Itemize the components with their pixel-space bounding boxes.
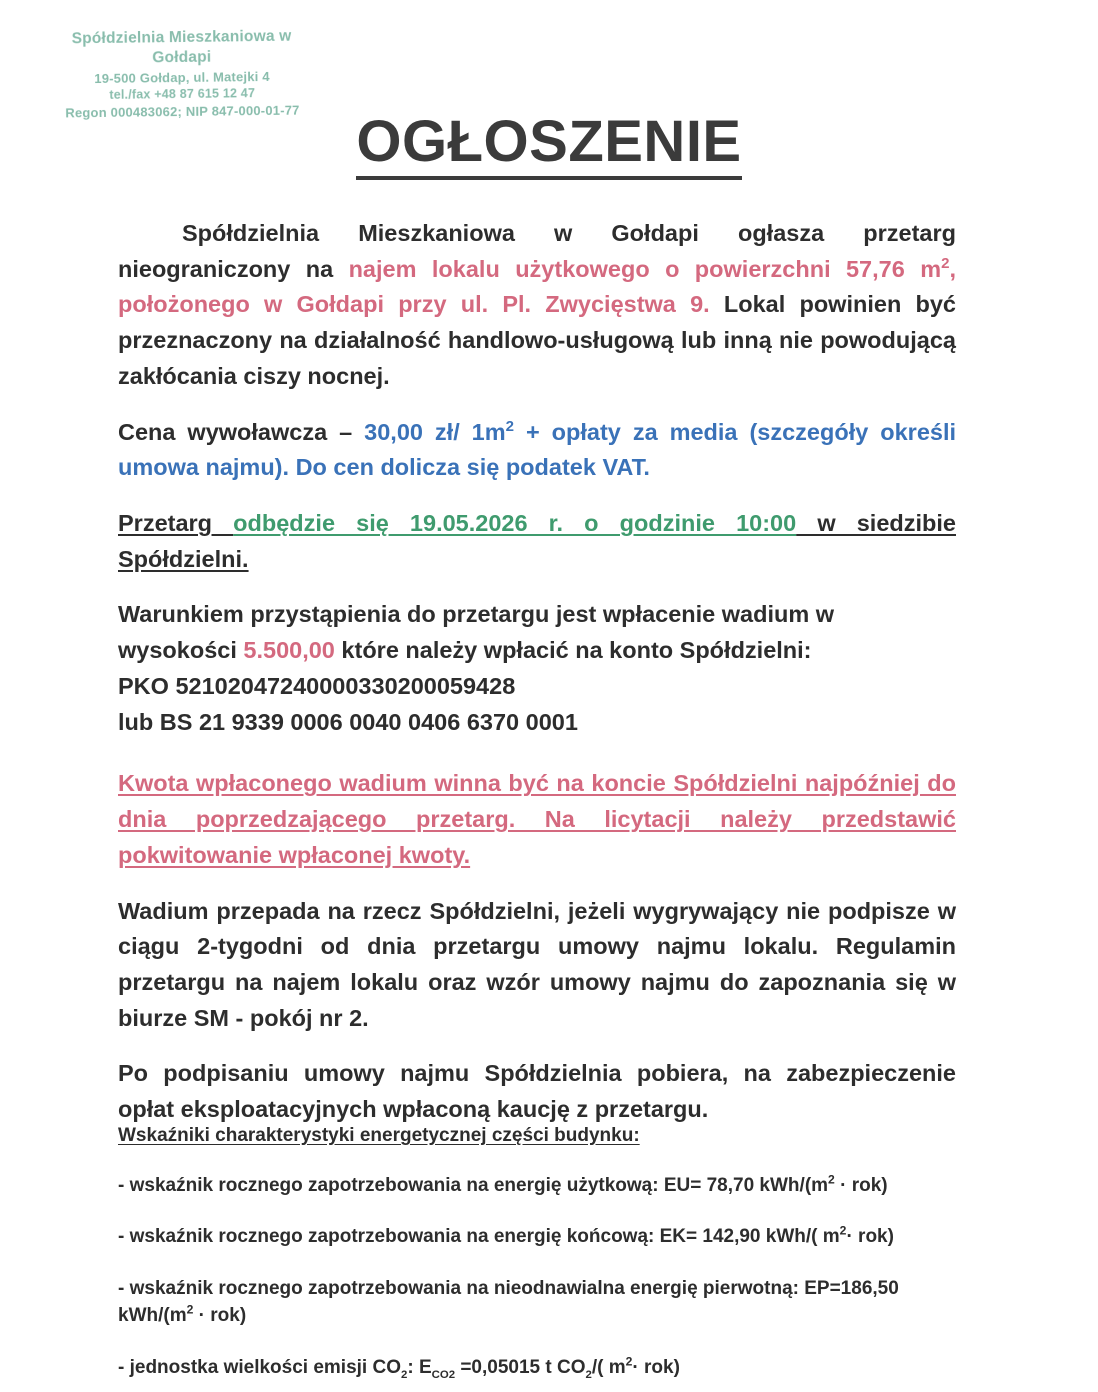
co2-text-c: =0,05015 t CO xyxy=(455,1356,586,1378)
document-body xyxy=(118,216,956,1148)
paragraph-wadium xyxy=(118,597,956,668)
page-title-text: OGŁOSZENIE xyxy=(356,112,741,180)
paragraph-auction-date xyxy=(118,506,956,577)
co2-text-b: : E xyxy=(407,1356,432,1378)
energy-ep-text-b: · rok) xyxy=(193,1305,247,1327)
stamp-line-address: 19-500 Gołdap, ul. Matejki 4 xyxy=(94,68,270,86)
paragraph-deadline: Kwota wpłaconego wadium winna być na koncie Spółdzielni najpóźniej do dnia poprzedzającego przetarg. Na licytacji należy przedstawić pokwitowanie wpłaconej kwoty. xyxy=(118,770,956,868)
co2-text-d: /( m xyxy=(591,1356,626,1378)
co2-text-a: - jednostka wielkości emisji CO xyxy=(118,1356,401,1378)
energy-ek-text-b: · rok) xyxy=(846,1226,894,1248)
stamp-line-name: Spółdzielnia Mieszkaniowa w Gołdapi xyxy=(71,27,292,67)
energy-ep-text-a: - wskaźnik rocznego zapotrzebowania na nieodnawialna energię pierwotną: EP=186,50 kWh/(m xyxy=(118,1277,899,1327)
auction-part1: Przetarg xyxy=(118,510,234,537)
intro-highlight-b: , położonego w Gołdapi przy ul. Pl. Zwycięstwa 9. xyxy=(118,255,956,318)
stamp-line-phone: tel./fax +48 87 615 12 47 xyxy=(109,86,256,102)
price-label: Cena wywoławcza – xyxy=(118,418,365,445)
paragraph-intro xyxy=(118,216,956,395)
stamp-line-regon-nip: Regon 000483062; NIP 847-000-01-77 xyxy=(65,102,300,120)
wadium-part1: Warunkiem przystąpienia do przetargu jest wpłacenie wadium w wysokości xyxy=(118,601,835,664)
auction-part2: w siedzibie Spółdzielni. xyxy=(118,510,956,572)
energy-heading: Wskaźniki charakterystyki energetycznej części budynku: xyxy=(118,1125,640,1146)
bank-account-pko: PKO 52102047240000330200059428 xyxy=(118,672,516,699)
paragraph-price xyxy=(118,415,956,486)
paragraph-forfeit: Wadium przepada na rzecz Spółdzielni, jeżeli wygrywający nie podpisze w ciągu 2-tygodni od dnia przetargu umowy najmu lokalu. Regulamin przetargu na najem lokalu oraz wzór umowy najmu do zapoznania się w biurze SM - pokój nr 2. xyxy=(118,897,956,1031)
energy-item-eu xyxy=(118,1172,968,1200)
co2-sub-2: CO2 xyxy=(431,1368,456,1381)
organization-stamp xyxy=(51,26,312,121)
energy-ek-text-a: - wskaźnik rocznego zapotrzebowania na energię końcową: EK= 142,90 kWh/( m xyxy=(118,1226,840,1248)
energy-eu-text-a: - wskaźnik rocznego zapotrzebowania na energię użytkową: EU= 78,70 kWh/(m xyxy=(118,1174,829,1196)
energy-eu-text-b: · rok) xyxy=(834,1174,888,1196)
price-value-b: + opłaty za media (szczegóły określi umowa najmu). Do cen dolicza się podatek VAT. xyxy=(118,418,957,481)
energy-ek-superscript: 2 xyxy=(839,1223,847,1238)
auction-datetime: odbędzie się 19.05.2026 r. o godzinie 10:00 xyxy=(233,510,797,537)
co2-superscript: 2 xyxy=(625,1354,633,1369)
energy-indicators-section xyxy=(118,1122,968,1392)
wadium-part2: które należy wpłacić na konto Spółdzielni: xyxy=(334,637,812,664)
energy-item-ek xyxy=(118,1223,968,1251)
co2-sub-3: 2 xyxy=(585,1368,592,1381)
co2-text-e: · rok) xyxy=(632,1356,680,1378)
intro-part2: Lokal powinien być przeznaczony na działalność handlowo-usługową lub inną nie powodującą zakłócania ciszy nocnej. xyxy=(118,291,956,389)
price-value-superscript: 2 xyxy=(505,417,515,435)
co2-sub-1: 2 xyxy=(401,1368,408,1381)
energy-ep-superscript: 2 xyxy=(186,1302,194,1317)
intro-part1: Spółdzielnia Mieszkaniowa w Gołdapi ogłasza przetarg nieograniczony na xyxy=(118,220,956,282)
price-value-a: 30,00 zł/ 1m xyxy=(364,418,506,445)
intro-highlight-superscript: 2 xyxy=(941,254,950,272)
energy-eu-superscript: 2 xyxy=(828,1172,835,1187)
energy-item-ep xyxy=(118,1275,968,1330)
paragraph-deposit: Po podpisaniu umowy najmu Spółdzielnia pobiera, na zabezpieczenie opłat eksploatacyjnych wpłaconą kaucję z przetargu. xyxy=(118,1060,956,1123)
bank-account-bs: lub BS 21 9339 0006 0040 0406 6370 0001 xyxy=(118,708,578,735)
wadium-amount: 5.500,00 xyxy=(243,637,335,664)
intro-highlight-a: najem lokalu użytkowego o powierzchni 57,76 m xyxy=(348,255,942,282)
energy-item-co2 xyxy=(118,1354,968,1382)
